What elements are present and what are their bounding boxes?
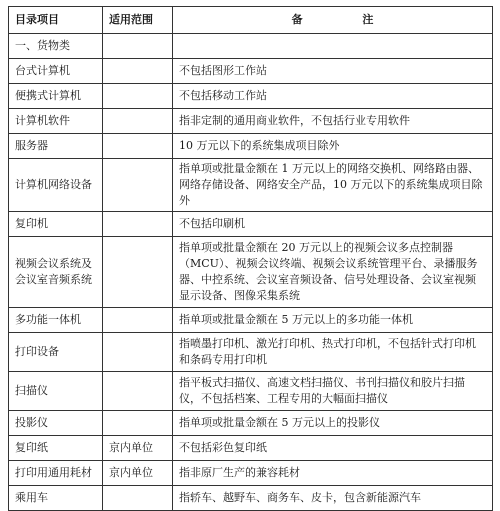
item-cell: 服务器 bbox=[9, 134, 103, 159]
scope-cell bbox=[103, 333, 173, 372]
table-row bbox=[9, 486, 493, 511]
scope-cell bbox=[103, 134, 173, 159]
scope-cell: 京内单位 bbox=[103, 461, 173, 486]
scope-cell bbox=[103, 159, 173, 212]
item-cell: 一、货物类 bbox=[9, 34, 103, 59]
note-cell bbox=[173, 34, 493, 59]
scope-cell bbox=[103, 372, 173, 411]
item-cell: 投影仪 bbox=[9, 411, 103, 436]
item-cell: 多功能一体机 bbox=[9, 308, 103, 333]
scope-cell: 京内单位 bbox=[103, 436, 173, 461]
table-row bbox=[9, 84, 493, 109]
scope-cell bbox=[103, 411, 173, 436]
item-cell: 打印设备 bbox=[9, 333, 103, 372]
scope-cell bbox=[103, 84, 173, 109]
table-row bbox=[9, 109, 493, 134]
item-cell: 复印机 bbox=[9, 212, 103, 237]
note-cell: 不包括移动工作站 bbox=[173, 84, 493, 109]
scope-cell bbox=[103, 486, 173, 511]
item-cell: 复印纸 bbox=[9, 436, 103, 461]
item-cell: 台式计算机 bbox=[9, 59, 103, 84]
header-item: 目录项目 bbox=[9, 7, 103, 34]
item-cell: 打印用通用耗材 bbox=[9, 461, 103, 486]
procurement-catalog-table bbox=[8, 6, 493, 511]
header-note: 备 注 bbox=[173, 7, 493, 34]
table-row bbox=[9, 411, 493, 436]
item-cell: 视频会议系统及会议室音频系统 bbox=[9, 237, 103, 308]
scope-cell bbox=[103, 237, 173, 308]
table-row bbox=[9, 134, 493, 159]
table-row bbox=[9, 333, 493, 372]
note-cell: 指单项或批量金额在 5 万元以上的投影仪 bbox=[173, 411, 493, 436]
item-cell: 便携式计算机 bbox=[9, 84, 103, 109]
table-row bbox=[9, 159, 493, 212]
item-cell: 计算机软件 bbox=[9, 109, 103, 134]
item-cell: 计算机网络设备 bbox=[9, 159, 103, 212]
scope-cell bbox=[103, 34, 173, 59]
note-cell: 不包括印刷机 bbox=[173, 212, 493, 237]
note-cell: 不包括彩色复印纸 bbox=[173, 436, 493, 461]
table-row bbox=[9, 212, 493, 237]
item-cell: 扫描仪 bbox=[9, 372, 103, 411]
scope-cell bbox=[103, 308, 173, 333]
note-cell: 指单项或批量金额在 20 万元以上的视频会议多点控制器（MCU）、视频会议终端、视频会议系统管理平台、录播服务器、中控系统、会议室音频设备、信号处理设备、会议室视频显示设备、图像采集系统 bbox=[173, 237, 493, 308]
table-row bbox=[9, 372, 493, 411]
item-cell: 乘用车 bbox=[9, 486, 103, 511]
scope-cell bbox=[103, 109, 173, 134]
note-cell: 指非定制的通用商业软件，不包括行业专用软件 bbox=[173, 109, 493, 134]
header-scope: 适用范围 bbox=[103, 7, 173, 34]
table-row bbox=[9, 461, 493, 486]
note-cell: 指非原厂生产的兼容耗材 bbox=[173, 461, 493, 486]
note-cell: 指轿车、越野车、商务车、皮卡，包含新能源汽车 bbox=[173, 486, 493, 511]
table-row bbox=[9, 59, 493, 84]
note-cell: 不包括图形工作站 bbox=[173, 59, 493, 84]
note-cell: 指平板式扫描仪、高速文档扫描仪、书刊扫描仪和胶片扫描仪，不包括档案、工程专用的大幅面扫描仪 bbox=[173, 372, 493, 411]
scope-cell bbox=[103, 59, 173, 84]
table-row bbox=[9, 436, 493, 461]
header-row bbox=[9, 7, 493, 34]
note-cell: 10 万元以下的系统集成项目除外 bbox=[173, 134, 493, 159]
scope-cell bbox=[103, 212, 173, 237]
note-cell: 指单项或批量金额在 5 万元以上的多功能一体机 bbox=[173, 308, 493, 333]
note-cell: 指单项或批量金额在 1 万元以上的网络交换机、网络路由器、网络存储设备、网络安全产品，10 万元以下的系统集成项目除外 bbox=[173, 159, 493, 212]
table-row bbox=[9, 237, 493, 308]
note-cell: 指喷墨打印机、激光打印机、热式打印机，不包括针式打印机和条码专用打印机 bbox=[173, 333, 493, 372]
table-row bbox=[9, 34, 493, 59]
table-row bbox=[9, 308, 493, 333]
